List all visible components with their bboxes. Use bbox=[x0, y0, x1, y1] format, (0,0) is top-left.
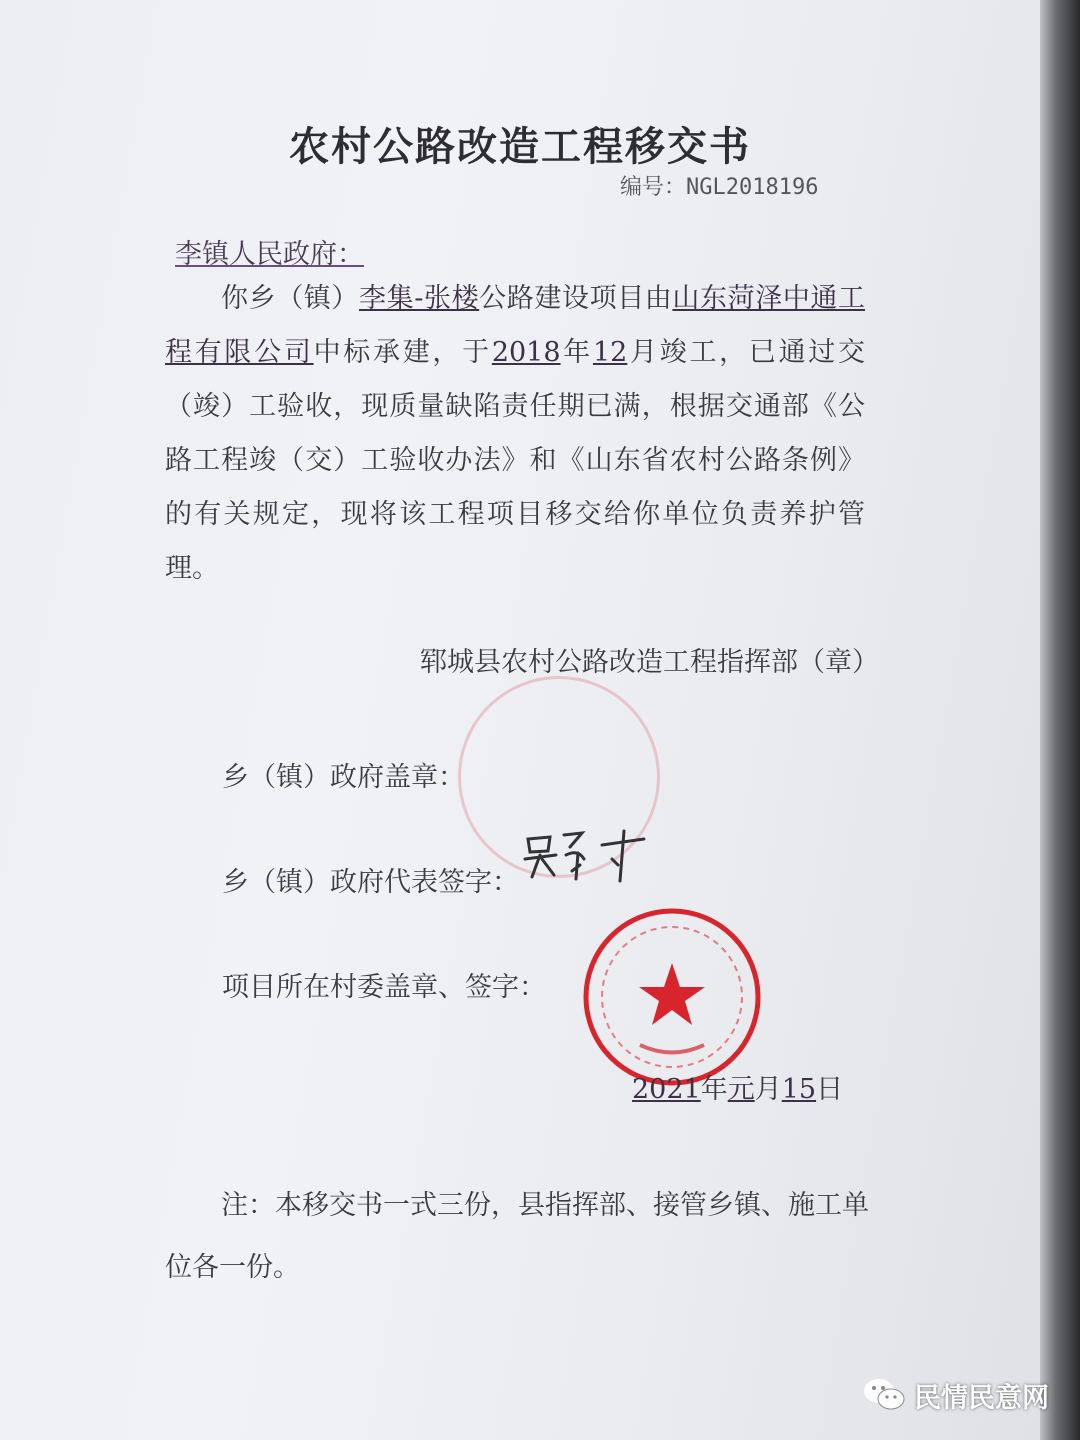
body-mid3: 年 bbox=[560, 337, 593, 368]
completion-month: 12 bbox=[592, 337, 628, 368]
body-mid2: 中标承建，于 bbox=[313, 337, 492, 368]
document-title: 农村公路改造工程移交书 bbox=[289, 123, 751, 170]
note-text: 注：本移交书一式三份，县指挥部、接管乡镇、施工单位各一份。 bbox=[165, 1190, 869, 1283]
handwritten-signature bbox=[520, 825, 650, 885]
document-number-label: 编号： bbox=[620, 175, 687, 200]
completion-year: 2018 bbox=[491, 337, 561, 368]
body-paragraph bbox=[165, 272, 865, 596]
village-seal-label: 项目所在村委盖章、签字： bbox=[222, 972, 546, 1003]
town-rep-label: 乡（镇）政府代表签字： bbox=[222, 867, 519, 898]
date-year-suffix: 年 bbox=[700, 1074, 728, 1105]
paper-edge-shadow bbox=[1040, 0, 1080, 1440]
village-committee-red-seal bbox=[580, 905, 765, 1090]
date-month: 元 bbox=[727, 1074, 755, 1105]
contractor-name: 山东菏泽中通工程有限公司 bbox=[165, 283, 866, 368]
salutation: 李镇人民政府： bbox=[175, 239, 364, 270]
date-month-suffix: 月 bbox=[754, 1074, 782, 1105]
watermark bbox=[862, 1375, 1049, 1415]
document-date bbox=[632, 1067, 843, 1106]
document-number-value: NGL2018196 bbox=[686, 175, 819, 200]
project-name: 李集-张楼 bbox=[359, 283, 480, 314]
date-day-suffix: 日 bbox=[816, 1074, 844, 1105]
body-mid1: 公路建设项目由 bbox=[479, 283, 673, 314]
date-year: 2021 bbox=[632, 1074, 701, 1105]
wechat-icon bbox=[862, 1375, 906, 1415]
date-day: 15 bbox=[781, 1074, 817, 1105]
town-seal-label: 乡（镇）政府盖章： bbox=[222, 762, 465, 793]
note-paragraph bbox=[165, 1175, 885, 1299]
watermark-text: 民情民意网 bbox=[914, 1382, 1049, 1414]
body-rest: 月竣工，已通过交（竣）工验收，现质量缺陷责任期已满，根据交通部《公路工程竣（交）工验收办法》和《山东省农村公路条例》的有关规定，现将该工程项目移交给你单位负责养护管理。 bbox=[165, 337, 866, 584]
issuer-line: 郓城县农村公路改造工程指挥部（章） bbox=[420, 647, 879, 678]
body-prefix: 你乡（镇） bbox=[221, 283, 360, 314]
document-number bbox=[620, 170, 818, 201]
